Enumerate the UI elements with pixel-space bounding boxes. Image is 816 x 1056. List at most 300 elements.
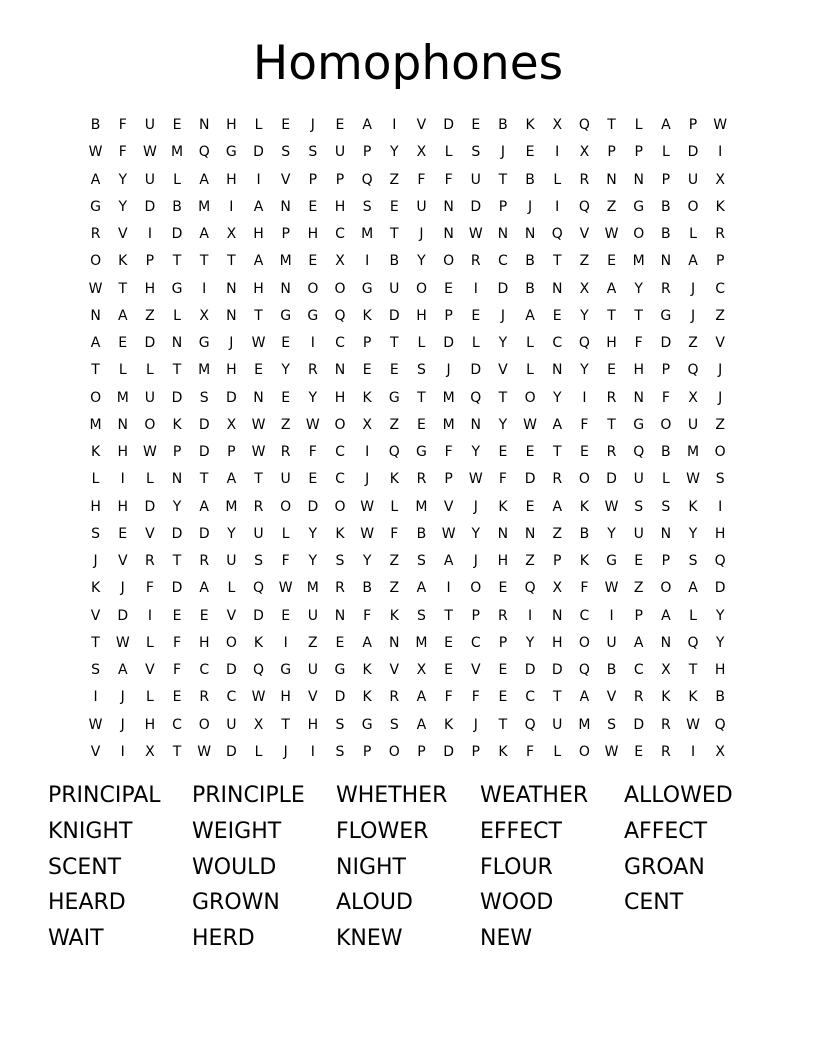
grid-letter: R bbox=[145, 553, 155, 570]
grid-letter: E bbox=[172, 689, 182, 706]
grid-letter: H bbox=[714, 525, 726, 542]
grid-letter: D bbox=[171, 226, 183, 243]
grid-letter: E bbox=[281, 335, 291, 352]
grid-letter: N bbox=[551, 362, 563, 379]
grid-letter: O bbox=[334, 416, 346, 433]
grid-letter: V bbox=[606, 689, 617, 706]
grid-letter: N bbox=[633, 171, 644, 188]
grid-letter: O bbox=[334, 498, 346, 515]
grid-letter: L bbox=[145, 634, 154, 651]
grid-letter: M bbox=[442, 389, 455, 406]
grid-row bbox=[82, 221, 734, 248]
grid-letter: G bbox=[633, 416, 645, 433]
grid-letter: T bbox=[552, 444, 562, 461]
grid-letter: I bbox=[718, 144, 723, 161]
grid-letter: A bbox=[661, 607, 671, 624]
grid-letter: W bbox=[686, 716, 700, 733]
grid-letter: D bbox=[198, 444, 210, 461]
grid-letter: V bbox=[280, 171, 291, 188]
grid-letter: F bbox=[580, 580, 589, 597]
grid-letter: T bbox=[634, 307, 643, 324]
grid-letter: N bbox=[551, 280, 563, 297]
grid-letter: D bbox=[443, 335, 454, 352]
grid-letter: P bbox=[715, 253, 725, 270]
grid-letter: V bbox=[117, 226, 128, 243]
grid-letter: G bbox=[361, 280, 373, 297]
grid-letter: U bbox=[633, 471, 644, 488]
grid-letter: Q bbox=[361, 171, 373, 188]
grid-letter: E bbox=[471, 307, 481, 324]
grid-letter: K bbox=[362, 389, 372, 406]
grid-letter: X bbox=[199, 307, 209, 324]
grid-letter: F bbox=[417, 171, 426, 188]
grid-row bbox=[82, 494, 734, 521]
grid-letter: I bbox=[310, 743, 315, 760]
grid-letter: C bbox=[335, 444, 345, 461]
grid-letter: D bbox=[117, 607, 129, 624]
grid-letter: P bbox=[471, 607, 480, 624]
grid-letter: G bbox=[334, 662, 346, 679]
grid-letter: P bbox=[417, 743, 426, 760]
grid-letter: E bbox=[607, 362, 616, 379]
grid-letter: L bbox=[689, 607, 697, 624]
grid-letter: K bbox=[118, 253, 128, 270]
grid-letter: U bbox=[307, 662, 318, 679]
grid-letter: I bbox=[555, 144, 560, 161]
grid-letter: D bbox=[714, 580, 726, 597]
grid-letter: S bbox=[661, 498, 671, 515]
grid-letter: H bbox=[497, 553, 509, 570]
grid-letter: O bbox=[307, 280, 319, 297]
grid-letter: S bbox=[634, 498, 644, 515]
grid-letter: D bbox=[171, 389, 183, 406]
grid-letter: F bbox=[444, 689, 453, 706]
grid-letter: T bbox=[607, 416, 616, 433]
word-list-item: CENT bbox=[624, 890, 684, 916]
grid-letter: P bbox=[634, 144, 643, 161]
grid-letter: O bbox=[415, 280, 427, 297]
grid-letter: Y bbox=[688, 525, 698, 542]
word-list-item: HEARD bbox=[48, 890, 126, 916]
grid-letter: L bbox=[91, 471, 100, 488]
grid-letter: H bbox=[307, 716, 319, 733]
grid-letter: A bbox=[688, 253, 698, 270]
grid-letter: I bbox=[120, 743, 125, 760]
grid-letter: Y bbox=[308, 553, 318, 570]
grid-letter: N bbox=[90, 307, 101, 324]
grid-letter: A bbox=[579, 689, 590, 706]
grid-letter: V bbox=[443, 498, 454, 515]
grid-letter: A bbox=[362, 634, 372, 651]
grid-letter: K bbox=[579, 553, 589, 570]
grid-letter: E bbox=[525, 498, 535, 515]
grid-row bbox=[82, 385, 734, 412]
grid-letter: S bbox=[308, 144, 318, 161]
grid-letter: G bbox=[307, 307, 319, 324]
grid-letter: R bbox=[633, 689, 644, 706]
grid-letter: E bbox=[362, 362, 372, 379]
grid-letter: E bbox=[498, 689, 508, 706]
grid-letter: D bbox=[687, 144, 699, 161]
grid-letter: M bbox=[442, 416, 455, 433]
grid-row bbox=[82, 712, 734, 739]
grid-letter: T bbox=[607, 307, 616, 324]
grid-letter: M bbox=[415, 634, 428, 651]
grid-letter: I bbox=[283, 634, 288, 651]
grid-letter: P bbox=[308, 171, 318, 188]
grid-letter: L bbox=[661, 144, 670, 161]
grid-letter: E bbox=[498, 444, 508, 461]
grid-letter: P bbox=[634, 607, 643, 624]
grid-letter: L bbox=[417, 335, 426, 352]
grid-letter: P bbox=[362, 144, 372, 161]
grid-letter: O bbox=[443, 253, 455, 270]
grid-letter: H bbox=[307, 226, 319, 243]
grid-letter: W bbox=[604, 580, 619, 597]
grid-letter: E bbox=[389, 198, 399, 215]
grid-letter: F bbox=[308, 444, 317, 461]
grid-letter: N bbox=[334, 362, 346, 379]
grid-letter: P bbox=[281, 226, 290, 243]
grid-letter: L bbox=[526, 335, 534, 352]
grid-letter: I bbox=[555, 198, 560, 215]
grid-letter: L bbox=[145, 689, 154, 706]
grid-letter: W bbox=[251, 444, 266, 461]
grid-letter: Z bbox=[715, 307, 725, 324]
grid-letter: Z bbox=[606, 198, 617, 215]
grid-letter: U bbox=[253, 525, 264, 542]
grid-letter: Y bbox=[580, 362, 589, 379]
grid-row bbox=[82, 412, 734, 439]
grid-letter: V bbox=[498, 362, 508, 379]
grid-letter: L bbox=[281, 525, 290, 542]
grid-letter: Y bbox=[308, 389, 318, 406]
grid-letter: T bbox=[199, 471, 209, 488]
grid-letter: W bbox=[523, 416, 537, 433]
grid-letter: S bbox=[715, 471, 725, 488]
grid-letter: D bbox=[253, 607, 264, 624]
grid-letter: T bbox=[552, 253, 562, 270]
grid-letter: R bbox=[660, 716, 671, 733]
grid-letter: P bbox=[688, 117, 698, 134]
grid-letter: A bbox=[416, 580, 427, 597]
grid-letter: V bbox=[416, 117, 427, 134]
grid-letter: O bbox=[633, 226, 645, 243]
grid-letter: N bbox=[551, 607, 563, 624]
grid-letter: Y bbox=[172, 498, 182, 515]
grid-letter: E bbox=[308, 471, 318, 488]
grid-letter: J bbox=[718, 362, 723, 379]
grid-letter: F bbox=[444, 171, 453, 188]
grid-letter: F bbox=[498, 471, 507, 488]
grid-letter: N bbox=[524, 226, 536, 243]
grid-row bbox=[82, 112, 734, 139]
grid-letter: Y bbox=[715, 634, 725, 651]
word-list-item: KNEW bbox=[336, 926, 403, 951]
grid-letter: K bbox=[90, 444, 101, 461]
grid-letter: S bbox=[417, 362, 426, 379]
grid-letter: X bbox=[688, 389, 698, 406]
grid-row bbox=[82, 657, 734, 684]
grid-letter: N bbox=[226, 307, 237, 324]
grid-letter: U bbox=[389, 280, 400, 297]
word-list-item: WHETHER bbox=[336, 783, 448, 808]
word-list bbox=[48, 778, 768, 957]
grid-letter: U bbox=[226, 716, 237, 733]
grid-row bbox=[82, 466, 734, 493]
grid-letter: L bbox=[254, 117, 263, 134]
grid-letter: U bbox=[144, 389, 156, 406]
grid-letter: N bbox=[226, 280, 237, 297]
grid-letter: R bbox=[606, 389, 617, 406]
grid-letter: V bbox=[579, 226, 590, 243]
grid-letter: G bbox=[416, 444, 427, 461]
grid-letter: W bbox=[197, 743, 212, 760]
grid-letter: L bbox=[526, 362, 534, 379]
grid-letter: K bbox=[389, 607, 399, 624]
grid-letter: B bbox=[389, 253, 400, 270]
grid-letter: Q bbox=[578, 335, 590, 352]
grid-letter: E bbox=[118, 335, 128, 352]
grid-letter: T bbox=[552, 689, 562, 706]
grid-letter: M bbox=[225, 498, 238, 515]
grid-letter: W bbox=[360, 498, 375, 515]
grid-letter: Z bbox=[633, 580, 644, 597]
grid-letter: I bbox=[365, 253, 370, 270]
grid-letter: I bbox=[229, 198, 234, 215]
grid-letter: D bbox=[198, 525, 210, 542]
grid-letter: E bbox=[281, 389, 291, 406]
grid-letter: K bbox=[389, 471, 399, 488]
word-list-item: NIGHT bbox=[336, 854, 406, 880]
grid-letter: B bbox=[90, 117, 101, 134]
grid-letter: O bbox=[90, 389, 102, 406]
grid-letter: B bbox=[416, 525, 427, 542]
grid-row bbox=[82, 739, 734, 766]
grid-row bbox=[82, 248, 734, 275]
grid-letter: D bbox=[606, 471, 617, 488]
grid-letter: L bbox=[254, 743, 263, 760]
grid-letter: A bbox=[552, 416, 563, 433]
grid-letter: Y bbox=[281, 362, 290, 379]
grid-letter: Q bbox=[578, 662, 590, 679]
word-list-item: EFFECT bbox=[480, 818, 562, 844]
grid-letter: C bbox=[498, 253, 508, 270]
grid-letter: E bbox=[525, 444, 535, 461]
grid-letter: E bbox=[199, 607, 209, 624]
grid-letter: O bbox=[144, 416, 156, 433]
grid-letter: E bbox=[444, 280, 454, 297]
grid-letter: O bbox=[470, 580, 482, 597]
grid-letter: N bbox=[524, 525, 536, 542]
grid-letter: M bbox=[578, 716, 591, 733]
grid-letter: I bbox=[392, 117, 397, 134]
grid-letter: C bbox=[199, 662, 210, 679]
grid-letter: O bbox=[334, 280, 346, 297]
grid-letter: Z bbox=[389, 416, 400, 433]
grid-letter: A bbox=[199, 580, 209, 597]
grid-letter: W bbox=[278, 580, 293, 597]
grid-letter: T bbox=[227, 253, 236, 270]
grid-letter: D bbox=[144, 335, 156, 352]
grid-letter: D bbox=[443, 117, 454, 134]
grid-letter: L bbox=[145, 471, 154, 488]
grid-letter: A bbox=[525, 307, 535, 324]
grid-letter: M bbox=[361, 226, 374, 243]
grid-letter: M bbox=[116, 389, 129, 406]
grid-letter: R bbox=[606, 444, 617, 461]
grid-letter: P bbox=[607, 144, 616, 161]
grid-letter: Z bbox=[389, 171, 400, 188]
grid-letter: L bbox=[553, 743, 562, 760]
grid-letter: B bbox=[525, 171, 535, 188]
grid-letter: X bbox=[253, 716, 264, 733]
grid-letter: F bbox=[118, 144, 127, 161]
grid-letter: J bbox=[473, 716, 478, 733]
grid-letter: X bbox=[579, 144, 590, 161]
grid-letter: T bbox=[172, 362, 182, 379]
grid-letter: W bbox=[251, 416, 266, 433]
word-list-item: WOOD bbox=[480, 890, 554, 916]
grid-letter: Y bbox=[390, 144, 399, 161]
grid-row bbox=[82, 548, 734, 575]
grid-letter: N bbox=[117, 416, 128, 433]
grid-letter: D bbox=[307, 498, 319, 515]
grid-letter: P bbox=[172, 444, 182, 461]
grid-letter: R bbox=[552, 471, 563, 488]
grid-letter: C bbox=[525, 689, 535, 706]
grid-letter: B bbox=[362, 580, 372, 597]
grid-letter: E bbox=[308, 198, 318, 215]
grid-letter: L bbox=[634, 117, 643, 134]
grid-letter: H bbox=[416, 307, 427, 324]
grid-letter: W bbox=[142, 444, 157, 461]
grid-letter: B bbox=[498, 117, 508, 134]
grid-letter: Y bbox=[498, 416, 508, 433]
grid-letter: O bbox=[198, 716, 210, 733]
grid-letter: D bbox=[253, 144, 264, 161]
grid-letter: W bbox=[360, 525, 375, 542]
grid-letter: F bbox=[390, 525, 399, 542]
grid-letter: Y bbox=[118, 171, 128, 188]
grid-letter: U bbox=[606, 634, 617, 651]
grid-letter: N bbox=[280, 280, 291, 297]
grid-letter: I bbox=[202, 280, 207, 297]
grid-letter: P bbox=[444, 471, 453, 488]
grid-letter: P bbox=[498, 634, 508, 651]
grid-letter: Y bbox=[471, 525, 481, 542]
grid-letter: F bbox=[173, 634, 182, 651]
grid-letter: T bbox=[390, 335, 399, 352]
grid-letter: I bbox=[147, 607, 152, 624]
word-list-item: SCENT bbox=[48, 854, 122, 880]
grid-letter: L bbox=[173, 171, 181, 188]
grid-letter: W bbox=[604, 226, 619, 243]
grid-letter: A bbox=[90, 171, 101, 188]
grid-letter: K bbox=[579, 498, 589, 515]
grid-letter: M bbox=[171, 144, 184, 161]
grid-letter: R bbox=[579, 171, 590, 188]
grid-letter: L bbox=[661, 471, 670, 488]
grid-letter: K bbox=[362, 689, 372, 706]
grid-letter: H bbox=[334, 389, 346, 406]
grid-row bbox=[82, 194, 734, 221]
grid-letter: K bbox=[498, 498, 508, 515]
grid-letter: N bbox=[606, 171, 617, 188]
grid-letter: A bbox=[606, 280, 617, 297]
grid-letter: J bbox=[528, 198, 533, 215]
grid-letter: R bbox=[307, 362, 318, 379]
grid-letter: Q bbox=[687, 634, 699, 651]
grid-letter: H bbox=[144, 280, 156, 297]
grid-letter: Q bbox=[687, 362, 699, 379]
grid-letter: R bbox=[470, 253, 481, 270]
grid-letter: K bbox=[362, 307, 372, 324]
grid-letter: A bbox=[199, 226, 209, 243]
grid-letter: C bbox=[552, 335, 563, 352]
word-list-item: NEW bbox=[480, 926, 533, 951]
grid-letter: Y bbox=[525, 634, 535, 651]
grid-letter: J bbox=[446, 362, 451, 379]
page-title: Homophones bbox=[252, 36, 564, 91]
grid-letter: Q bbox=[578, 117, 590, 134]
grid-letter: L bbox=[444, 144, 453, 161]
grid-letter: S bbox=[335, 716, 345, 733]
grid-letter: J bbox=[473, 498, 478, 515]
grid-letter: Z bbox=[552, 525, 563, 542]
grid-letter: O bbox=[90, 253, 102, 270]
word-list-item: FLOWER bbox=[336, 818, 429, 844]
grid-letter: H bbox=[198, 634, 210, 651]
grid-letter: N bbox=[389, 634, 400, 651]
grid-letter: T bbox=[199, 253, 209, 270]
grid-letter: Q bbox=[524, 580, 536, 597]
grid-letter: G bbox=[280, 307, 292, 324]
grid-letter: D bbox=[171, 580, 183, 597]
word-list-item: FLOUR bbox=[480, 854, 553, 880]
grid-letter: Z bbox=[688, 335, 698, 352]
grid-letter: T bbox=[254, 307, 263, 324]
grid-letter: P bbox=[661, 362, 671, 379]
grid-letter: N bbox=[443, 226, 454, 243]
grid-letter: P bbox=[362, 335, 372, 352]
grid-letter: D bbox=[497, 280, 509, 297]
grid-letter: H bbox=[606, 335, 617, 352]
grid-letter: I bbox=[147, 226, 152, 243]
grid-letter: J bbox=[120, 716, 125, 733]
grid-letter: X bbox=[226, 226, 237, 243]
grid-letter: I bbox=[718, 498, 723, 515]
grid-letter: I bbox=[528, 607, 533, 624]
grid-letter: Z bbox=[145, 307, 155, 324]
grid-letter: U bbox=[552, 716, 563, 733]
grid-letter: U bbox=[334, 144, 346, 161]
grid-letter: I bbox=[365, 444, 370, 461]
grid-letter: Q bbox=[388, 444, 400, 461]
word-list-item: WOULD bbox=[192, 854, 277, 880]
grid-letter: D bbox=[225, 389, 237, 406]
grid-letter: X bbox=[335, 253, 345, 270]
grid-letter: C bbox=[470, 634, 481, 651]
grid-letter: S bbox=[91, 662, 101, 679]
grid-letter: G bbox=[171, 280, 183, 297]
grid-letter: E bbox=[172, 607, 182, 624]
grid-letter: C bbox=[172, 716, 182, 733]
grid-letter: Z bbox=[715, 416, 725, 433]
grid-letter: E bbox=[607, 253, 616, 270]
grid-letter: H bbox=[226, 117, 237, 134]
grid-letter: G bbox=[606, 553, 617, 570]
